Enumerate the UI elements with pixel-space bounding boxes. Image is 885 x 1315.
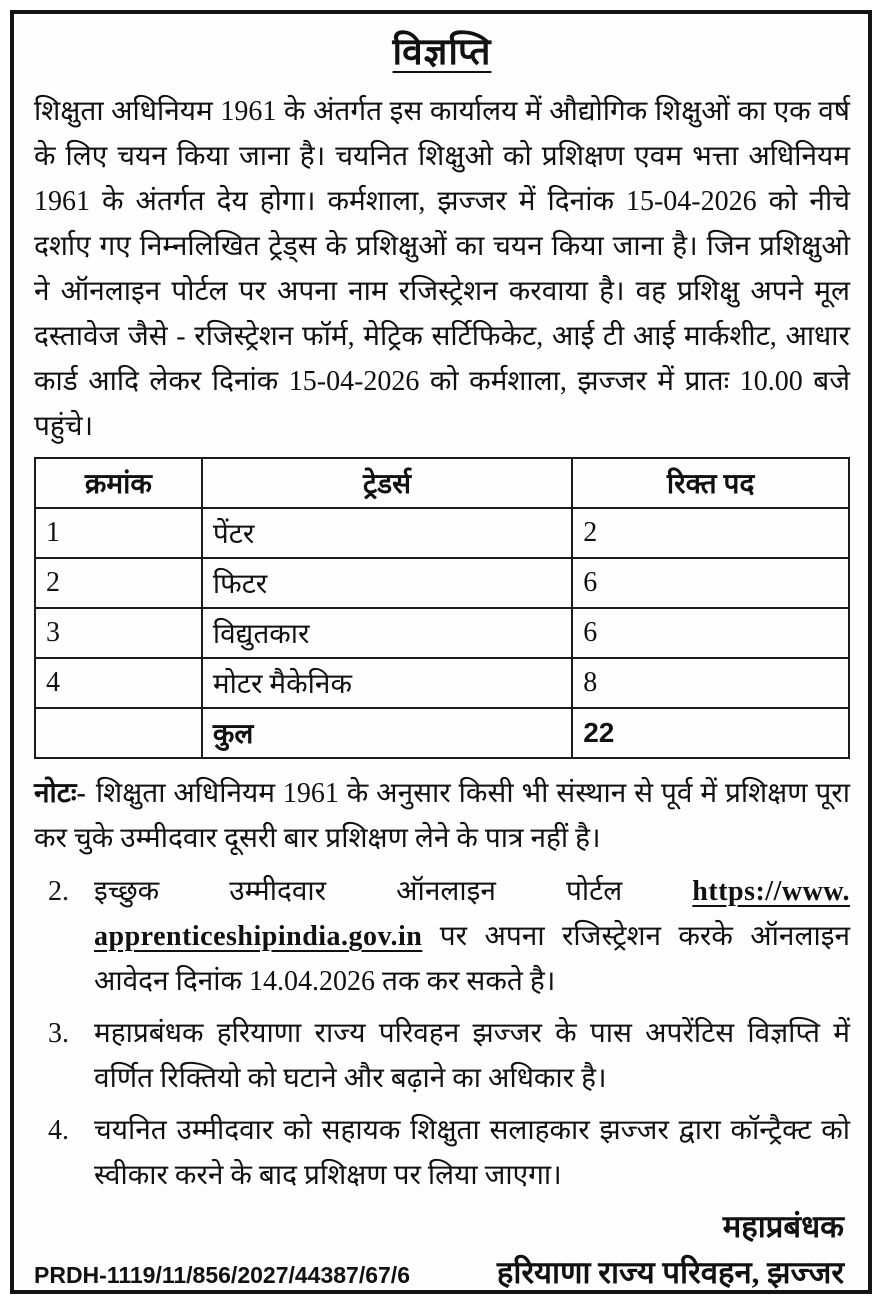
vacancy-table [34,457,850,759]
list-number: 3. [48,1018,69,1049]
note-text: शिक्षुता अधिनियम 1961 के अनुसार किसी भी संस्थान से पूर्व में प्रशिक्षण पूरा कर चुके उम्मीदवार दूसरी बार प्रशिक्षण लेने के पात्र नहीं है। [34,778,850,854]
cell-trade: फिटर [202,558,572,608]
table-total-row [35,708,849,758]
page-title: विज्ञप्ति [392,32,492,73]
portal-link-part2[interactable]: apprenticeshipindia.gov.in [94,921,423,952]
cell-serial: 2 [35,558,202,608]
cell-vacancies: 6 [572,558,849,608]
footer-row [34,1251,850,1293]
col-header-serial: क्रमांक [35,458,202,508]
list-number: 4. [48,1115,69,1146]
list-item-2 [34,869,850,1004]
table-row [35,508,849,558]
table-row [35,558,849,608]
cell-trade: विद्युतकार [202,608,572,658]
cell-vacancies: 8 [572,658,849,708]
reference-number: PRDH-1119/11/856/2027/44387/67/6 [34,1262,410,1288]
total-label: कुल [202,708,572,758]
total-value: 22 [572,708,849,758]
note-paragraph [34,771,850,861]
col-header-trade: ट्रेडर्स [202,458,572,508]
cell-serial-blank [35,708,202,758]
cell-trade: पेंटर [202,508,572,558]
list-item-3 [34,1011,850,1101]
list-text: चयनित उम्मीदवार को सहायक शिक्षुता सलाहकार झज्जर द्वारा कॉन्ट्रैक्ट को स्वीकार करने के बाद प्रशिक्षण पर लिया जाएगा। [94,1115,850,1191]
intro-paragraph: शिक्षुता अधिनियम 1961 के अंतर्गत इस कार्यालय में औद्योगिक शिक्षुओं का एक वर्ष के लिए चयन किया जाना है। चयनित शिक्षुओ को प्रशिक्षण एवम भत्ता अधिनियम 1961 के अंतर्गत देय होगा। कर्मशाला, झज्जर में दिनांक 15-04-2026 को नीचे दर्शाए गए निम्नलिखित ट्रेड्स के प्रशिक्षुओं का चयन किया जाना है। जिन प्रशिक्षुओ ने ऑनलाइन पोर्टल पर अपना नाम रजिस्ट्रेशन करवाया है। वह प्रशिक्षु अपने मूल दस्तावेज जैसे - रजिस्ट्रेशन फॉर्म, मेट्रिक सर्टिफिकेट, आई टी आई मार्कशीट, आधार कार्ड आदि लेकर दिनांक 15-04-2026 को कर्मशाला, झज्जर में प्रातः 10.00 बजे पहुंचे। [34,96,850,442]
cell-serial: 1 [35,508,202,558]
cell-serial: 4 [35,658,202,708]
list-item-4 [34,1108,850,1198]
list-text: महाप्रबंधक हरियाणा राज्य परिवहन झज्जर के पास अपरेंटिस विज्ञप्ति में वर्णित रिक्तियो को घटाने और बढ़ाने का अधिकार है। [94,1018,850,1094]
note-label: नोटः- [34,778,86,809]
col-header-vacancies: रिक्त पद [572,458,849,508]
list-text [94,869,850,1004]
list-number: 2. [48,876,69,907]
cell-trade: मोटर मैकेनिक [202,658,572,708]
cell-vacancies: 6 [572,608,849,658]
cell-vacancies: 2 [572,508,849,558]
cell-serial: 3 [35,608,202,658]
point2-text-before-link: इच्छुक उम्मीदवार ऑनलाइन पोर्टल [94,876,693,907]
signature-designation: महाप्रबंधक [722,1209,844,1244]
table-row [35,658,849,708]
table-header-row [35,458,849,508]
notice-document [10,10,872,1294]
signature-organization: हरियाणा राज्य परिवहन, झज्जर [496,1255,844,1290]
point2-text-after-link: पर अपना रजिस्ट्रेशन करके ऑनलाइन आवेदन दिनांक 14.04.2026 तक कर सकते है। [94,921,850,997]
table-row [35,608,849,658]
portal-link-part1[interactable]: https://www. [692,876,850,907]
